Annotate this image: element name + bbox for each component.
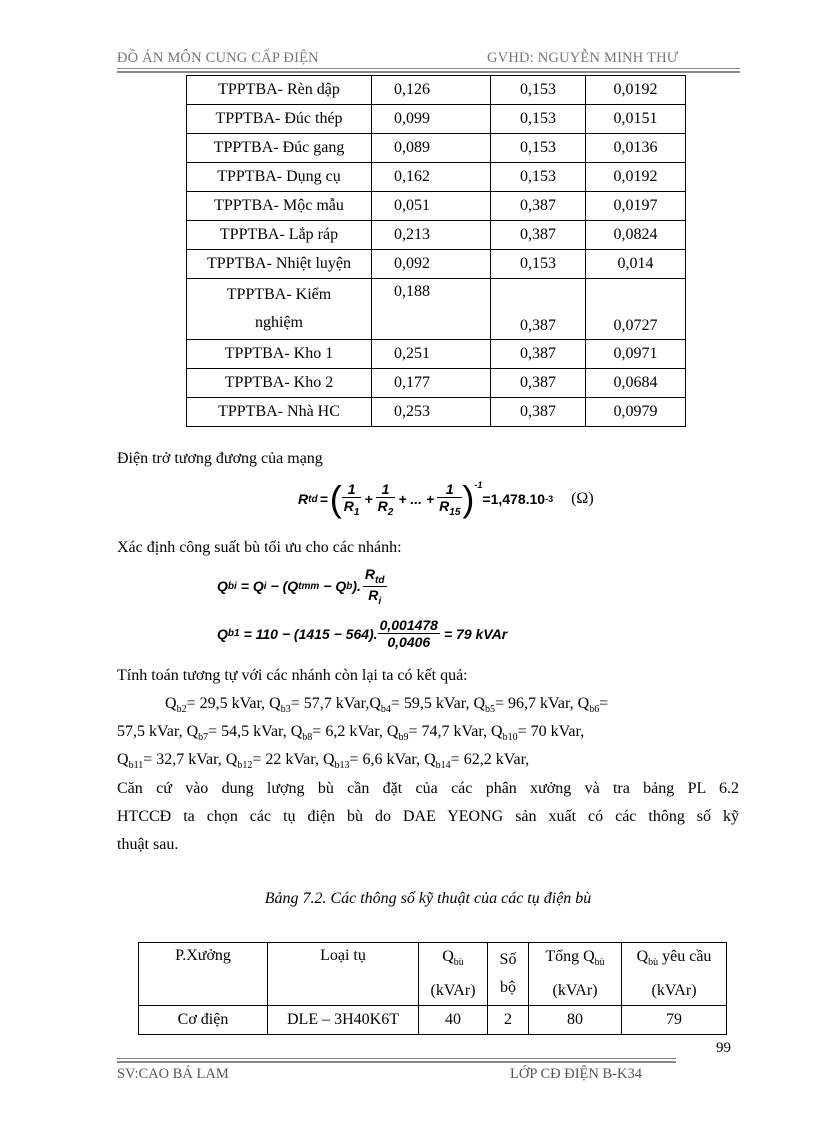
row-r0: 0,387 [491,398,586,427]
result-item: $Q_{b5}= 96,7$ kVar, [473,695,578,716]
row-pxuong: Cơ điện [139,1006,268,1035]
header-rule-thick [117,71,740,73]
header-qbu: $Q_{bù}$ (kVAr) [419,943,488,1006]
row-value: 0,0192 [586,76,686,105]
row-r: 0,051 [372,192,491,221]
table-row [187,279,686,340]
header-right: GVHD: NGUYỄN MINH THƯ [487,50,679,66]
row-r: 0,213 [372,221,491,250]
result-item: $Q_{b8}= 6,2$ kVar, [290,723,387,744]
row-r0: 0,387 [491,279,586,340]
footer-left: SV:CAO BÁ LAM [117,1066,229,1082]
row-value: 0,0136 [586,134,686,163]
row-name: TPPTBA- Đúc gang [187,134,372,163]
paragraph-capacitor-line-2: HTCCĐ ta chọn các tụ điện bù do DAE YEONG sản xuất có các thông số kỹ [117,808,739,825]
row-r0: 0,387 [491,221,586,250]
resistance-table [186,75,686,427]
formula-compensation-general: Q bi = Q i − (Q tmm − Q b ). $\frac{R_{td}}{R_i}$ [217,566,385,607]
row-name: TPPTBA- Kho 2 [187,369,372,398]
result-item: $Q_{b6}=$ [577,695,609,716]
row-name: TPPTBA- Kiểm nghiệm [187,279,372,340]
paragraph-capacitor-line-3: thuật sau. [117,836,179,853]
row-r: 0,177 [372,369,491,398]
row-r: 0,099 [372,105,491,134]
table-caption: Bảng 7.2. Các thông số kỹ thuật của các tụ điện bù [264,890,592,907]
capacitor-table [138,942,727,1035]
footer-rule-thick [117,1061,676,1063]
footer-right: LỚP CĐ ĐIỆN B-K34 [510,1066,642,1082]
table-row [187,369,686,398]
row-r: 0,162 [372,163,491,192]
row-r: 0,188 [372,279,491,340]
row-r0: 0,153 [491,134,586,163]
table-row [187,398,686,427]
result-item: $Q_{b7}= 54,5$ kVar, [186,723,291,744]
row-value: 0,0824 [586,221,686,250]
row-name: TPPTBA- Đúc thép [187,105,372,134]
table-row [187,134,686,163]
header-tong-q: Tổng $Q_{bù}$ (kVAr) [529,943,622,1006]
row-value: 0,0727 [586,279,686,340]
paragraph-equivalent-resistance: Điện trở tương đương của mạng [117,450,323,467]
row-r: 0,253 [372,398,491,427]
row-r0: 0,153 [491,163,586,192]
row-qbu: 40 [419,1006,488,1035]
result-item: $Q_{b9}= 74,7$ kVar, [386,723,492,744]
row-r0: 0,387 [491,192,586,221]
result-item: $Q_{b10}= 70$ kVar, [491,723,585,744]
page-number: 99 [716,1040,731,1056]
header-rule [117,68,740,69]
row-name: TPPTBA- Rèn dập [187,76,372,105]
row-r: 0,092 [372,250,491,279]
result-item: $Q_{b4}= 59,5$ kVar, [369,695,474,716]
result-item: $Q_{b14}= 62,2$ kVar, [424,751,530,772]
table-row [187,105,686,134]
row-value: 0,0151 [586,105,686,134]
table-row [187,221,686,250]
row-value: 0,0971 [586,340,686,369]
row-r0: 0,387 [491,340,586,369]
row-r: 0,251 [372,340,491,369]
row-name: TPPTBA- Kho 1 [187,340,372,369]
result-item: $Q_{b2}= 29,5$ kVar, [165,695,270,716]
row-q-yeu-cau: 79 [622,1006,727,1035]
header-q-yeu-cau: $Q_{bù}$ yêu cầu (kVAr) [622,943,727,1006]
result-item: $Q_{b12}= 22$ kVar, [225,751,323,772]
row-r0: 0,153 [491,76,586,105]
row-value: 0,0979 [586,398,686,427]
table-row [187,163,686,192]
row-r0: 0,153 [491,105,586,134]
table-row [187,192,686,221]
formula-equivalent-resistance: R td = ( $\frac{1}{R_1}$ + $\frac{1}{R_2}$ + ... + $\frac{1}{R_{15}}$ ) $^{-1}$ =1,478.10 -3 (Ω) [298,478,594,519]
row-value: 0,0684 [586,369,686,398]
table-row [187,76,686,105]
row-name: TPPTBA- Nhà HC [187,398,372,427]
row-so-bo: 2 [488,1006,529,1035]
result-item: $Q_{b11}= 32,7$ kVar, [117,751,226,772]
paragraph-capacitor-line-1: Căn cứ vào dung lượng bù cần đặt của các phân xưởng và tra bảng PL 6.2 [117,780,739,797]
row-name: TPPTBA- Lắp ráp [187,221,372,250]
header-pxuong: P.Xưởng [139,943,268,1006]
row-value: 0,014 [586,250,686,279]
row-name: TPPTBA- Nhiệt luyện [187,250,372,279]
row-loai-tu: DLE – 3H40K6T [268,1006,419,1035]
row-value: 0,0197 [586,192,686,221]
header-loai-tu: Loại tụ [268,943,419,1006]
paragraph-optimal-compensation: Xác định công suất bù tối ưu cho các nhánh: [117,539,402,556]
result-item: 57,5 kVar, [117,723,187,740]
row-tong-q: 80 [529,1006,622,1035]
header-left: ĐỒ ÁN MÔN CUNG CẤP ĐIỆN [117,50,319,66]
row-name: TPPTBA- Mộc mẫu [187,192,372,221]
row-r: 0,126 [372,76,491,105]
row-r0: 0,153 [491,250,586,279]
row-r: 0,089 [372,134,491,163]
row-r0: 0,387 [491,369,586,398]
result-item: $Q_{b3}= 57,7$ kVar, [269,695,370,716]
paragraph-similar-results: Tính toán tương tự với các nhánh còn lại ta có kết quả: [117,667,468,684]
header-so-bo: Số bộ [488,943,529,1006]
row-name: TPPTBA- Dụng cụ [187,163,372,192]
row-value: 0,0192 [586,163,686,192]
table-row [187,250,686,279]
footer-rule [117,1058,676,1059]
result-item: $Q_{b13}= 6,6$ kVar, [322,751,425,772]
formula-compensation-b1: Q b1 = 110 − (1415 − 564). $\frac{0,001478}{0,0406}$ = 79 kVAr [217,617,508,650]
table-row [187,340,686,369]
